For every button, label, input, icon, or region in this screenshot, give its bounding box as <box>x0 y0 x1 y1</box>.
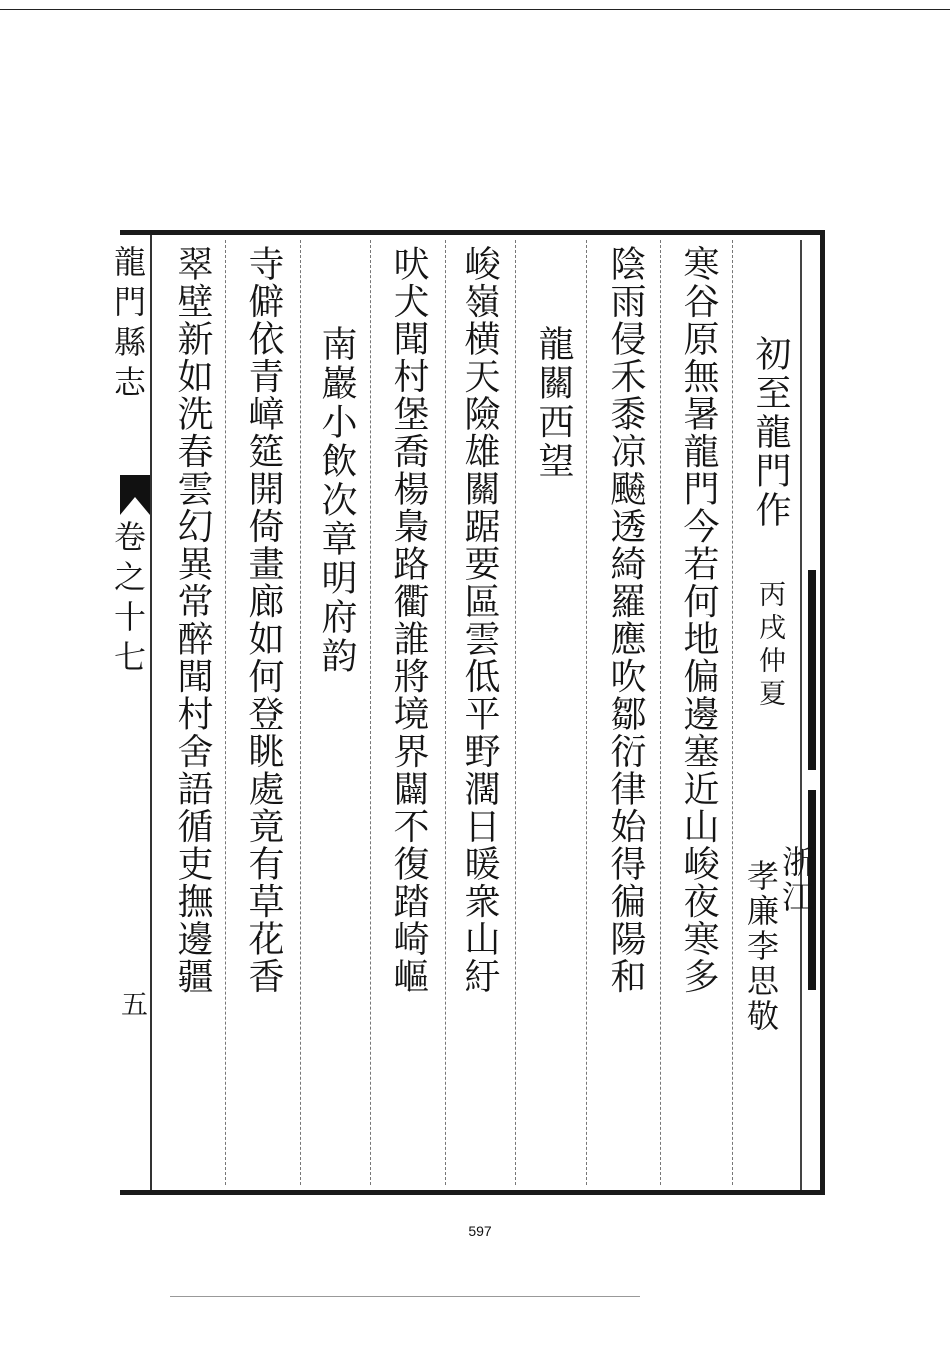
poem-1-author-native-place: 浙江 <box>777 845 815 915</box>
frame-inner-right-rule <box>800 240 802 1190</box>
poem-1-date-note: 丙戌仲夏 <box>754 580 785 712</box>
centerfold-gutter-line <box>150 235 152 1190</box>
frame-bottom-rule <box>120 1190 825 1195</box>
margin-volume: 卷之十七 <box>109 520 147 680</box>
poem-2-title: 龍關西望 <box>533 325 574 481</box>
top-border-line <box>0 9 950 10</box>
column-divider <box>370 240 372 1185</box>
column-divider <box>732 240 734 1185</box>
poem-2-line-2: 吠犬聞村堡喬楊梟路衢誰將境界闢不復踏崎嶇 <box>388 245 429 995</box>
poem-1-author <box>742 845 815 1034</box>
page-number: 597 <box>468 1223 492 1239</box>
margin-folio: 五 <box>116 990 147 1017</box>
frame-right-rule <box>820 230 825 1195</box>
column-divider <box>445 240 447 1185</box>
column-divider <box>300 240 302 1185</box>
column-divider <box>586 240 588 1185</box>
column-divider <box>225 240 227 1185</box>
poem-1-line-2: 陰雨侵禾黍凉飇透綺羅應吹鄒衍律始得徧陽和 <box>605 245 646 995</box>
frame-top-rule <box>120 230 825 235</box>
column-divider <box>660 240 662 1185</box>
poem-2-line-1: 峻嶺横天險雄關踞要區雲低平野濶日暖衆山紆 <box>459 245 500 995</box>
column-divider <box>515 240 517 1185</box>
poem-3-line-2: 翠壁新如洗春雲幻異常醉聞村舍語循吏撫邊疆 <box>172 245 213 995</box>
poem-3-title: 南巖小飲次章明府韵 <box>316 325 357 676</box>
bottom-scan-line <box>170 1296 640 1297</box>
poem-3-line-1: 寺僻依青嶂筵開倚畫廊如何登眺處竟有草花香 <box>243 245 284 995</box>
frame-side-shadow <box>808 570 816 770</box>
margin-book-title: 龍門縣志 <box>109 245 147 405</box>
poem-1-author-name: 孝廉李思敬 <box>742 859 780 1034</box>
fishtail-mark-icon <box>120 475 150 515</box>
poem-1-line-1: 寒谷原無暑龍門今若何地偏邊塞近山峻夜寒多 <box>678 245 719 995</box>
poem-1-title: 初至龍門作 <box>750 335 791 530</box>
